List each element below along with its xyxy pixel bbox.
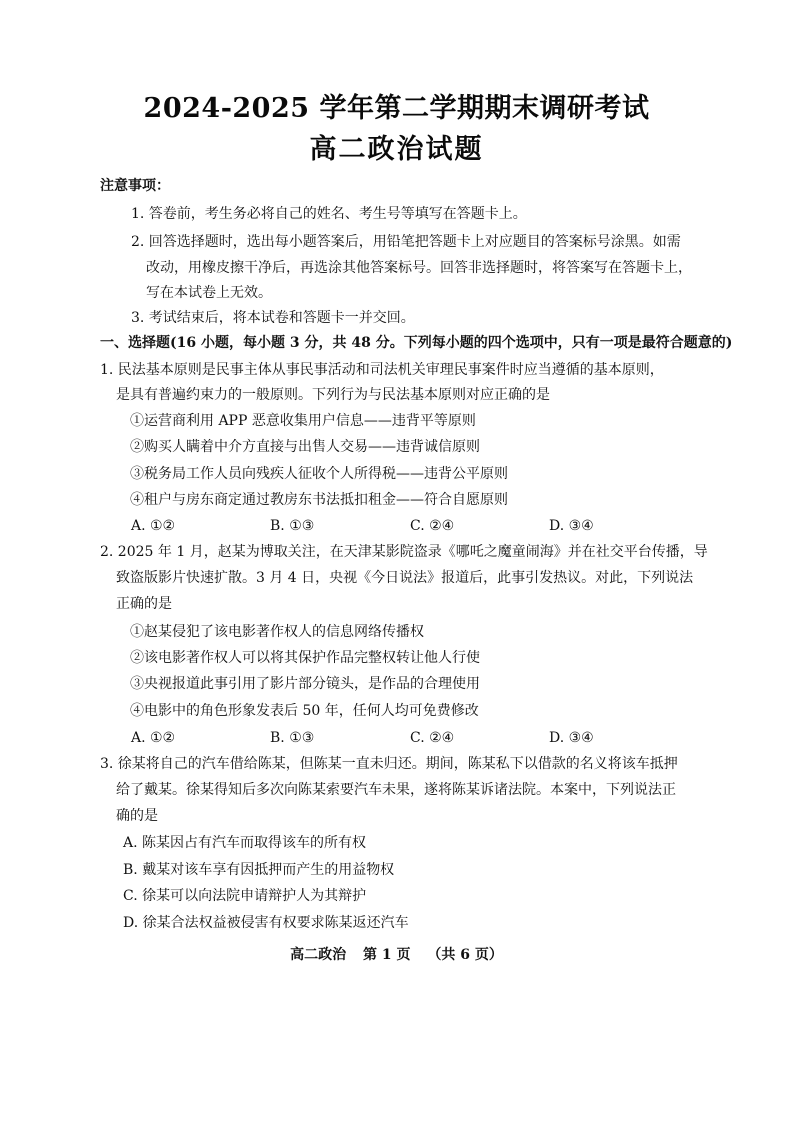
section-heading: 一、选择题(16 小题，每小题 3 分，共 48 分。下列每小题的四个选项中，只有一项是最符合题意的): [100, 335, 733, 351]
footer-total-pages: （共 6 页）: [427, 947, 503, 963]
answer-option: A. 陈某因占有汽车而取得该车的所有权: [123, 835, 367, 851]
answer-option: B. ①③: [270, 518, 315, 534]
answer-option: D. 徐某合法权益被侵害有权要求陈某返还汽车: [123, 915, 409, 931]
question-item: ①运营商利用 APP 恶意收集用户信息——违背平等原则: [130, 413, 476, 429]
exam-title: 2024-2025 学年第二学期期末调研考试: [143, 93, 650, 124]
question-item: ②购买人瞒着中介方直接与出售人交易——违背诚信原则: [130, 439, 480, 455]
notice-item: 写在本试卷上无效。: [146, 285, 272, 301]
answer-option: B. 戴某对该车享有因抵押而产生的用益物权: [123, 862, 395, 878]
question-stem: 1. 民法基本原则是民事主体从事民事活动和司法机关审理民事案件时应当遵循的基本原则，: [100, 362, 664, 378]
exam-subtitle: 高二政治试题: [309, 134, 484, 165]
answer-option: C. ②④: [410, 518, 455, 534]
question-item: ③央视报道此事引用了影片部分镜头，是作品的合理使用: [130, 676, 480, 692]
notice-item: 改动，用橡皮擦干净后，再选涂其他答案标号。回答非选择题时，将答案写在答题卡上，: [146, 260, 692, 276]
question-stem: 确的是: [116, 808, 158, 824]
answer-option: A. ①②: [131, 518, 176, 534]
notice-item: 3. 考试结束后，将本试卷和答题卡一并交回。: [131, 310, 415, 326]
question-item: ③税务局工作人员向残疾人征收个人所得税——违背公平原则: [130, 466, 508, 482]
notice-item: 2. 回答选择题时，选出每小题答案后，用铅笔把答题卡上对应题目的答案标号涂黑。如需: [131, 234, 681, 250]
notice-item: 1. 答卷前，考生务必将自己的姓名、考生号等填写在答题卡上。: [131, 206, 527, 222]
answer-option: B. ①③: [270, 730, 315, 746]
question-stem: 正确的是: [116, 596, 172, 612]
question-item: ④租户与房东商定通过教房东书法抵扣租金——符合自愿原则: [130, 492, 508, 508]
notice-heading: 注意事项：: [100, 178, 170, 194]
question-stem: 2. 2025 年 1 月，赵某为博取关注，在天津某影院盗录《哪吒之魔童闹海》并在社交平台传播，导: [100, 544, 708, 560]
footer-subject: 高二政治: [290, 947, 347, 963]
question-stem: 致盗版影片快速扩散。3 月 4 日，央视《今日说法》报道后，此事引发热议。对此，下列说法: [116, 570, 694, 586]
answer-option: C. ②④: [410, 730, 455, 746]
answer-option: A. ①②: [131, 730, 176, 746]
question-item: ②该电影著作权人可以将其保护作品完整权转让他人行使: [130, 650, 480, 666]
answer-option: C. 徐某可以向法院申请辩护人为其辩护: [123, 888, 367, 904]
question-item: ①赵某侵犯了该电影著作权人的信息网络传播权: [130, 624, 424, 640]
page-footer: [0, 944, 793, 964]
footer-page-number: 第 1 页: [363, 947, 411, 963]
question-stem: 给了戴某。徐某得知后多次向陈某索要汽车未果，遂将陈某诉诸法院。本案中，下列说法正: [116, 782, 676, 798]
answer-option: D. ③④: [549, 518, 594, 534]
question-item: ④电影中的角色形象发表后 50 年，任何人均可免费修改: [130, 703, 479, 719]
answer-option: D. ③④: [549, 730, 594, 746]
question-stem: 是具有普遍约束力的一般原则。下列行为与民法基本原则对应正确的是: [116, 387, 550, 403]
question-stem: 3. 徐某将自己的汽车借给陈某，但陈某一直未归还。期间，陈某私下以借款的名义将该车抵押: [100, 756, 678, 772]
